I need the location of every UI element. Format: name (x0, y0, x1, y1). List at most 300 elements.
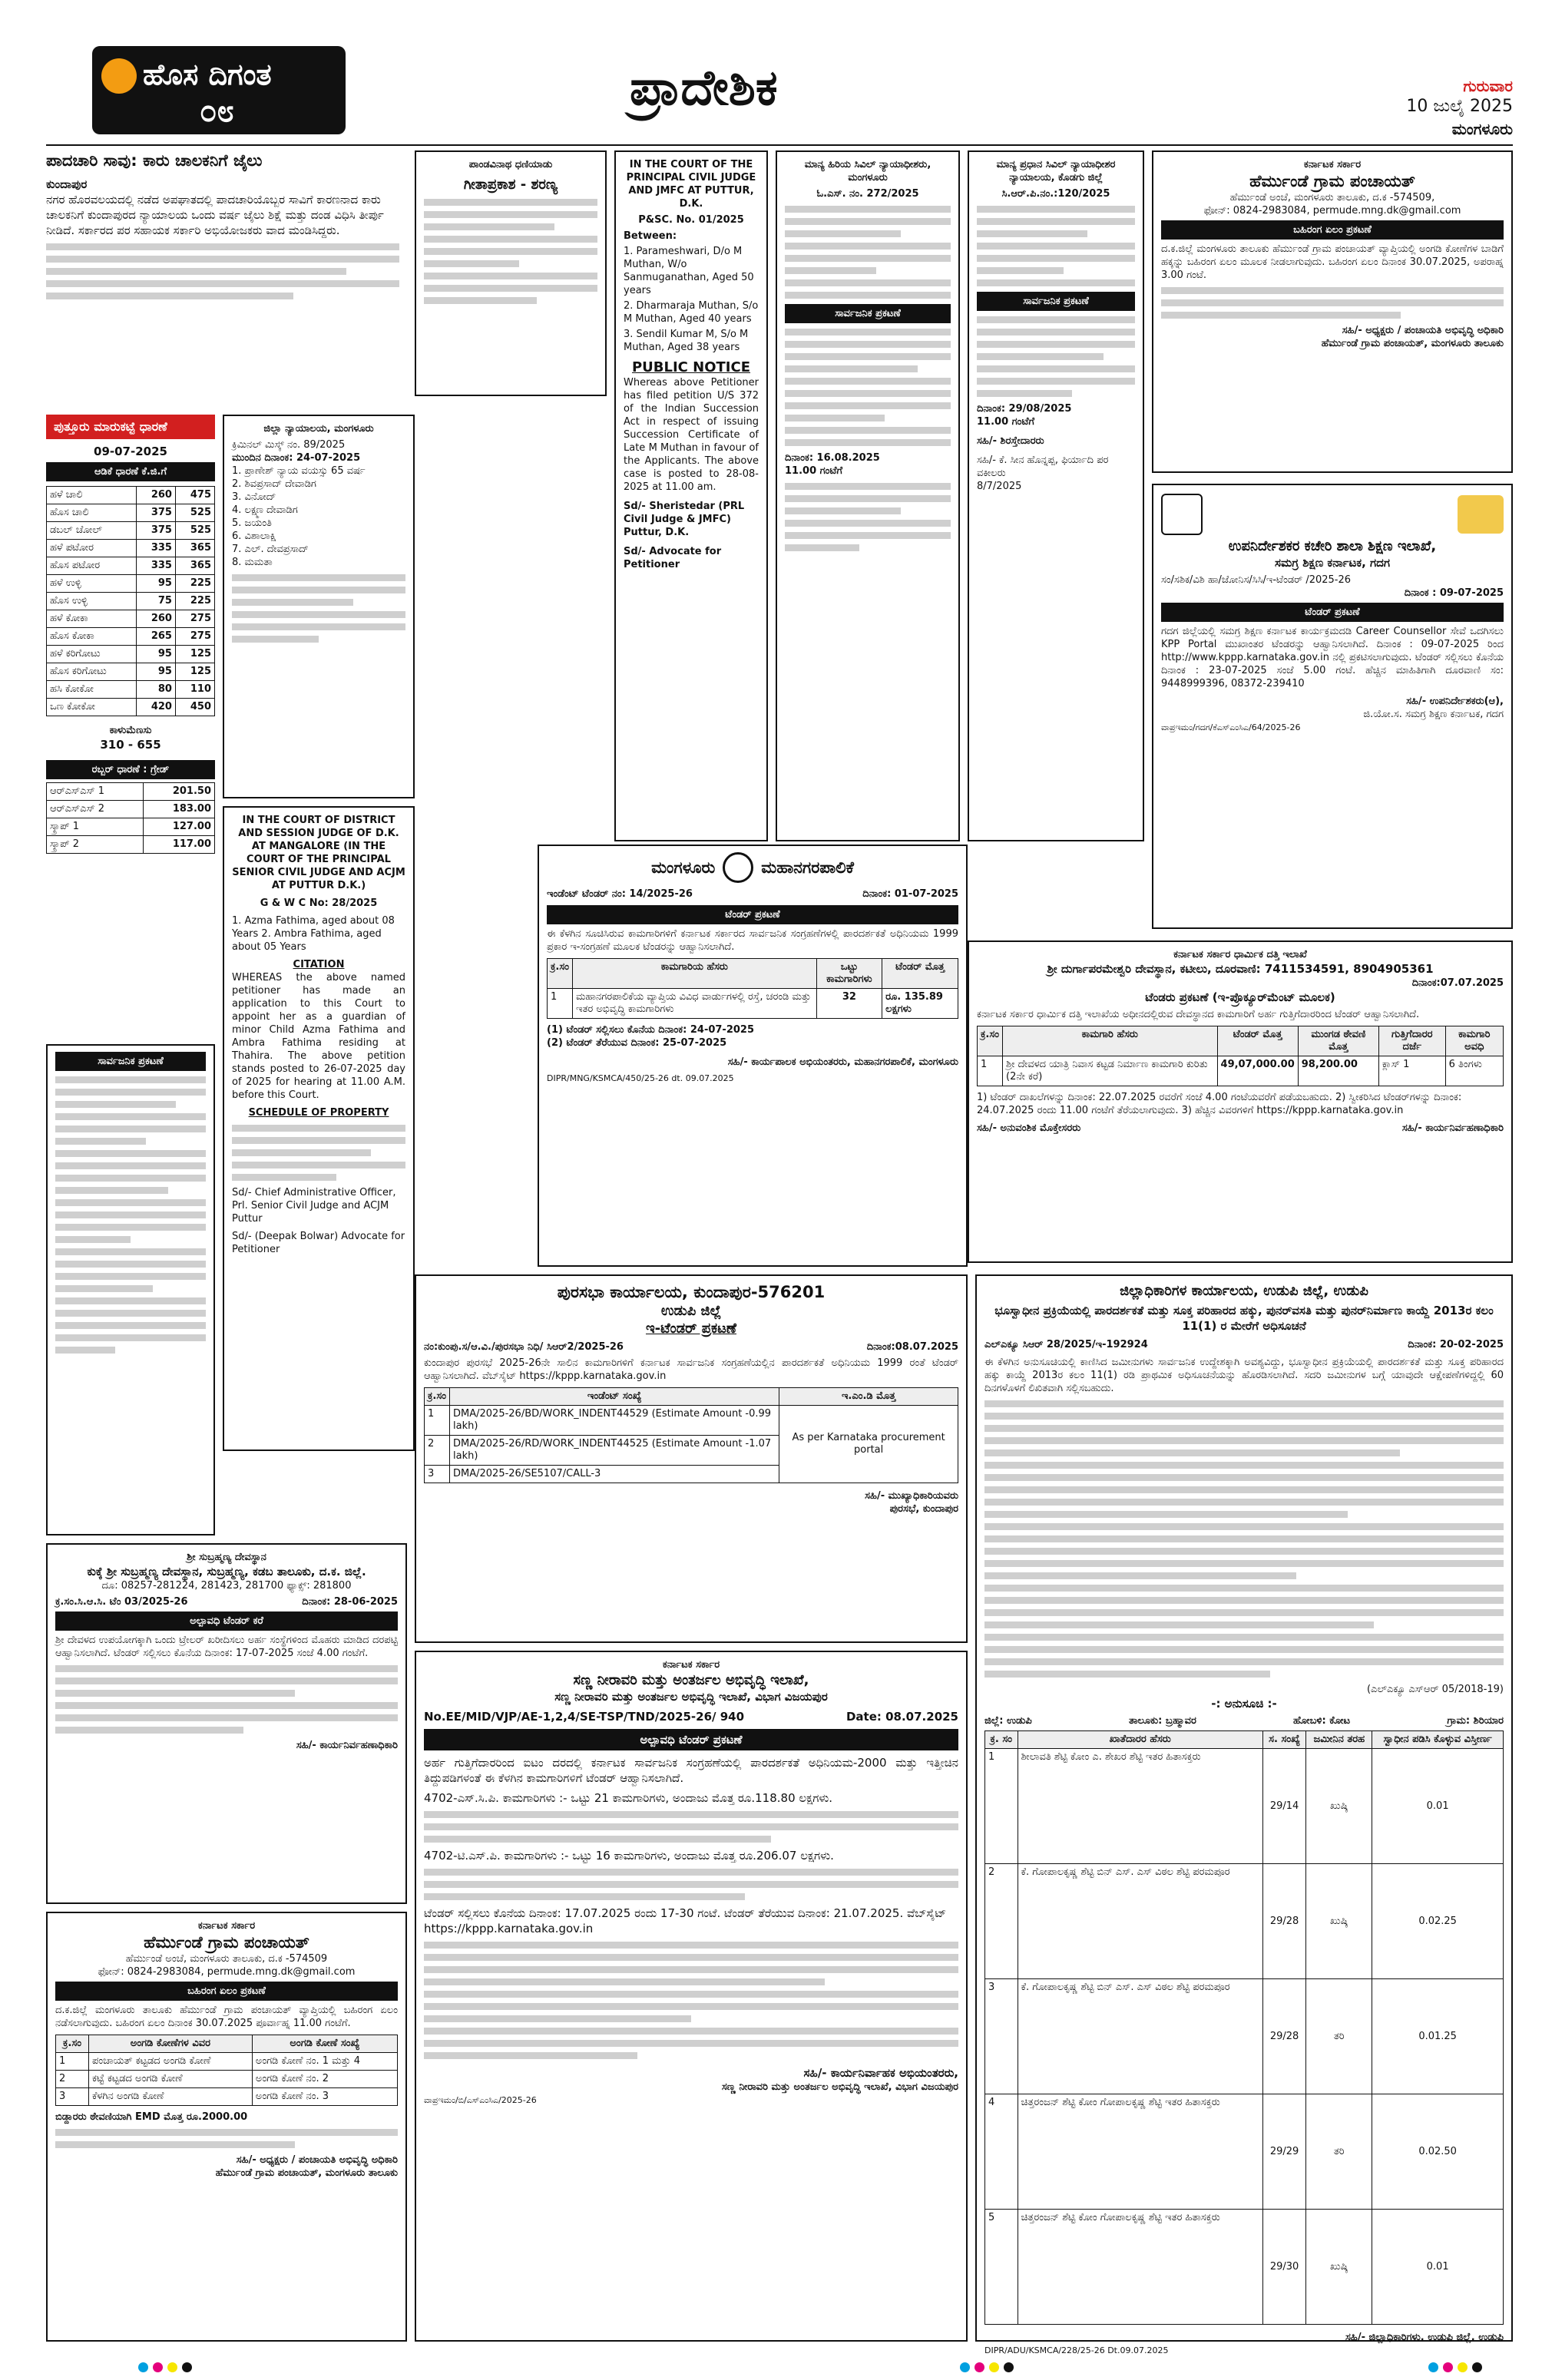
kateel-body: ಕರ್ನಾಟಕ ಸರ್ಕಾರ ಧಾರ್ಮಿಕ ದತ್ತಿ ಇಲಾಖೆಯ ಅಧೀನದಲ್ಲಿರುವ ದೇವಸ್ಥಾನದ ಕಾಮಗಾರಿಗೆ ಅರ್ಹ ಗುತ್ತಿಗೆದಾರರಿಂದ ಟೆಂಡರ್ ಆಹ್ವಾನಿಸಲಾಗಿದೆ. (977, 1009, 1420, 1020)
gp-top-extra (1161, 287, 1504, 319)
kundapura-row-no: 3 (425, 1466, 450, 1483)
market-subtitle: ಆಡಿಕೆ ಧಾರಣೆ ಕೆ.ಜಿ.ಗೆ (46, 462, 215, 481)
rate-low: 80 (136, 681, 175, 699)
logo-text: ಹೊಸ ದಿಗಂತ (143, 58, 272, 91)
gp-row-room: ಅಂಗಡಿ ಕೋಣೆ ನಂ. 3 (252, 2088, 397, 2106)
education-dipr: ವಾಪ್ರಇಮಂ/ಗದಗ/ಕೆಎಸ್‌ಎಂಸಿಎ/64/2025-26 (1161, 722, 1301, 732)
black-dot (182, 2362, 192, 2372)
court-notice-kannada (223, 415, 415, 798)
mcc-th-work: ಕಾಮಗಾರಿಯ ಹೆಸರು (573, 959, 817, 989)
succession-public-notice (614, 150, 768, 841)
mcc-row-count: 32 (816, 989, 882, 1019)
mcc-table (547, 958, 958, 1019)
table-row (47, 783, 215, 801)
table-row (47, 681, 215, 699)
rubber-price: 183.00 (143, 801, 214, 818)
section-title: ಪ್ರಾದೇಶಿಕ (630, 60, 778, 117)
kateel-table (977, 1026, 1504, 1086)
udupi-row-owner: ಶೀಲಾವತಿ ಶೆಟ್ಟಿ ಕೋಂ ಎ. ಶೇಖರ ಶೆಟ್ಟಿ ಇತರ ಹಿತಾಸಕ್ತರು (1018, 1749, 1262, 1864)
irrigation-p3-extra (424, 1869, 958, 1900)
rate-low: 95 (136, 646, 175, 663)
udupi-row-type: ತರಿ (1306, 2094, 1372, 2210)
kundapura-subtitle: ಇ-ಟೆಂಡರ್ ಪ್ರಕಟಣೆ (645, 1321, 737, 1337)
temple-sign: ಸಹಿ/- ಕಾರ್ಯನಿರ್ವಹಣಾಧಿಕಾರಿ (296, 1740, 398, 1751)
udupi-land-notice (975, 1274, 1513, 2355)
temple-tender (46, 1543, 407, 1904)
rate-high: 275 (175, 610, 214, 628)
temple-phone: ದೂ: 08257-281224, 281423, 281700 ಫ್ಯಾಕ್ಸ್: 281800 (101, 1580, 352, 1592)
kundapura-th-indent: ಇಂಡೆಂಟ್ ಸಂಖ್ಯೆ (450, 1388, 779, 1406)
rubber-price: 117.00 (143, 836, 214, 854)
table-row (47, 593, 215, 610)
civil-court-notice (776, 150, 960, 841)
table-row (47, 628, 215, 646)
rate-high: 525 (175, 504, 214, 522)
kateel-row-class: ಕ್ಲಾಸ್ 1 (1378, 1056, 1445, 1086)
kundapura-row-indent: DMA/2025-26/SE5107/CALL-3 (450, 1466, 779, 1483)
mcc-tender (538, 845, 968, 1267)
registration-marks-right (1428, 2362, 1482, 2372)
succession-title: PUBLIC NOTICE (631, 359, 751, 375)
list-item: 3. Sendil Kumar M, S/o M Muthan, Aged 38 years (624, 329, 749, 353)
table-row (47, 610, 215, 628)
succession-case: P&SC. No. 01/2025 (638, 214, 744, 226)
list-item: 2. Dharmaraja Muthan, S/o M Muthan, Aged 40 years (624, 300, 759, 325)
udupi-row-owner: ಕೆ. ಗೋಪಾಲಕೃಷ್ಣ ಶೆಟ್ಟಿ ಬಿನ್ ಎಸ್. ಎಸ್ ವಿಠಲ ಶೆಟ್ಟಿ ಪರಮಪೂರ (1018, 1979, 1262, 2094)
kundapura-th-no: ಕ್ರ.ಸಂ (425, 1388, 450, 1406)
market-date: 09-07-2025 (94, 445, 167, 458)
rubber-price: 201.50 (143, 783, 214, 801)
market-rates (46, 415, 215, 1036)
table-row (985, 2094, 1504, 2210)
succession-court: IN THE COURT OF THE PRINCIPAL CIVIL JUDGE AND JMFC AT PUTTUR, D.K. (626, 159, 756, 210)
gp-extra (55, 2129, 398, 2148)
rate-name: ಹೊಸ ಪಟೋರ (47, 557, 137, 575)
kateel-th-emd: ಮುಂಗಡ ಠೇವಣಿ ಮೊತ್ತ (1298, 1026, 1378, 1056)
rate-low: 335 (136, 557, 175, 575)
rate-high: 365 (175, 540, 214, 557)
table-row (47, 575, 215, 593)
mcc-title: ಮಹಾನಗರಪಾಲಿಕೆ (761, 858, 854, 877)
udupi-meta (984, 1714, 1504, 1727)
magenta-dot (153, 2362, 163, 2372)
gp-auction-top (1152, 150, 1513, 473)
udupi-row-survey: 29/30 (1262, 2210, 1306, 2325)
udupi-row-no: 5 (985, 2210, 1018, 2325)
citation-sign: Sd/- Chief Administrative Officer, Prl. Senior Civil Judge and ACJM Puttur (232, 1187, 396, 1225)
rate-low: 260 (136, 487, 175, 504)
civil-court-time: 11.00 ಗಂಟೆಗೆ (785, 465, 843, 477)
kateel-th-work: ಕಾಮಗಾರಿ ಹೆಸರು (1003, 1026, 1218, 1056)
logo-flame-icon (101, 58, 137, 94)
list-item: 1. ಪ್ರಾಣೇಶ್ ನ್ಯಾಯ ವಯಸ್ಸು 65 ವರ್ಷ (232, 465, 366, 477)
succession-advocate: Sd/- Advocate for Petitioner (624, 546, 722, 570)
rate-name: ಹೊಸ ಕರಿಗೋಟು (47, 663, 137, 681)
mcc-row-no: 1 (548, 989, 573, 1019)
rate-low: 95 (136, 575, 175, 593)
kateel-temple-tender (968, 940, 1513, 1263)
gp-phone: ಫೋನ್: 0824-2983084, permude.mng.dk@gmail.com (98, 1966, 356, 1978)
pepper-value: 310 - 655 (100, 738, 161, 752)
table-row (47, 836, 215, 854)
udupi-title: ಜಿಲ್ಲಾಧಿಕಾರಿಗಳ ಕಾರ್ಯಾಲಯ, ಉಡುಪಿ ಜಿಲ್ಲೆ, ಉಡುಪಿ (1120, 1283, 1368, 1299)
kodagu-time: 11.00 ಗಂಟೆಗೆ (977, 416, 1035, 428)
gp-row-detail: ಪಂಚಾಯತ್ ಕಟ್ಟಡದ ಅಂಗಡಿ ಕೋಣೆ (88, 2053, 252, 2071)
rubber-title: ರಬ್ಬರ್ ಧಾರಣೆ : ಗ್ರೇಡ್ (46, 760, 215, 779)
market-title: ಪುತ್ತೂರು ಮಾರುಕಟ್ಟೆ ಧಾರಣೆ (46, 415, 215, 439)
udupi-sign: ಸಹಿ/- ಜಿಲ್ಲಾಧಿಕಾರಿಗಳು, ಉಡುಪಿ ಜಿಲ್ಲೆ, ಉಡುಪಿ (1345, 2332, 1504, 2343)
rate-name: ಹಳೆ ಚಾಲಿ (47, 487, 137, 504)
issue-date: 10 ಜುಲೈ 2025 (1406, 97, 1513, 116)
gp-auction-bottom (46, 1912, 407, 2342)
udupi-row-type: ಖುಷ್ಕಿ (1306, 2210, 1372, 2325)
education-emblem-icon (1161, 494, 1203, 535)
registration-marks-center (960, 2362, 1014, 2372)
rate-high: 475 (175, 487, 214, 504)
rate-high: 275 (175, 628, 214, 646)
mcc-logo-text: ಮಂಗಳೂರು (651, 858, 716, 877)
udupi-row-area: 0.01 (1372, 2210, 1504, 2325)
yellow-dot (1458, 2362, 1468, 2372)
kundapura-title: ಪುರಸಭಾ ಕಾರ್ಯಾಲಯ, ಕುಂದಾಪುರ-576201 (557, 1283, 826, 1301)
kateel-row-emd: 98,200.00 (1298, 1056, 1378, 1086)
citation-case: G & W C No: 28/2025 (260, 897, 378, 909)
rubber-price: 127.00 (143, 818, 214, 836)
temple-ref: ಕ್ರ.ಸಂ.ಸಿ.ಆ.ಸಿ. ಟೆಂ 03/2025-26 (55, 1596, 188, 1608)
udupi-th-no: ಕ್ರ. ಸಂ (985, 1731, 1018, 1749)
rate-high: 525 (175, 522, 214, 540)
kodagu-court-heading: ಮಾನ್ಯ ಪ್ರಧಾನ ಸಿವಿಲ್ ನ್ಯಾಯಾಧೀಶರ ನ್ಯಾಯಾಲಯ, ಕೊಡಗು ಜಿಲ್ಲೆ (996, 159, 1116, 183)
civil-court-body (785, 329, 951, 446)
kundapura-body: ಕುಂದಾಪುರ ಪುರಸಭೆ 2025-26ನೇ ಸಾಲಿನ ಕಾಮಗಾರಿಗಳಿಗೆ ಕರ್ನಾಟಕ ಸಾರ್ವಜನಿಕ ಸಂಗ್ರಹಣೆಯಲ್ಲಿನ ಪಾರದರ್ಶಕತೆ ಅಧಿನಿಯಮ 1999 ರಂತೆ ಟೆಂಡರ್ ಆಹ್ವಾನಿಸಲಾಗಿದೆ. ವೆಬ್‌ಸೈಟ್ https://kppp.karnataka.gov.in (424, 1357, 958, 1382)
education-sign2: ಜಿ.ಯೋ.ಸ. ಸಮಗ್ರ ಶಿಕ್ಷಣ ಕರ್ನಾಟಕ, ಗದಗ (1363, 709, 1504, 720)
udupi-row-owner: ಕೆ. ಗೋಪಾಲಕೃಷ್ಣ ಶೆಟ್ಟಿ ಬಿನ್ ಎಸ್. ಎಸ್ ವಿಠಲ ಶೆಟ್ಟಿ ಪರಮಪೂರ (1018, 1864, 1262, 1979)
kateel-row-period: 6 ತಿಂಗಳು (1445, 1056, 1503, 1086)
irrigation-p1: ಅರ್ಹ ಗುತ್ತಿಗೆದಾರರಿಂದ ಐಟಂ ದರದಲ್ಲಿ ಕರ್ನಾಟಕ ಸಾರ್ವಜನಿಕ ಸಂಗ್ರಹಣೆಯಲ್ಲಿ ಪಾರದರ್ಶಕತೆ ಅಧಿನಿಯಮ-2000 ಮತ್ತು ಇತ್ತೀಚಿನ ತಿದ್ದುಪಡಿಗಳಂತೆ ಈ ಕೆಳಗಿನ ಕಾಮಗಾರಿಗಳಿಗೆ ಟೆಂಡರ್ ಆಹ್ವಾನಿಸಲಾಗಿದೆ. (424, 1756, 958, 1785)
udupi-row-no: 1 (985, 1749, 1018, 1864)
areca-rate-table (46, 486, 215, 716)
list-item: 5. ಜಯಂತಿ (232, 517, 272, 529)
list-item: 2. ಶಿವಪ್ರಸಾದ್ ದೇವಾಡಿಗ (232, 478, 316, 490)
temple-bar: ಅಲ್ಪಾವಧಿ ಟೆಂಡರ್ ಕರೆ (55, 1611, 398, 1631)
kateel-th-no: ಕ್ರ.ಸಂ (978, 1026, 1003, 1056)
gp-top-body: ದ.ಕ.ಜಿಲ್ಲೆ ಮಂಗಳೂರು ತಾಲೂಕು ಹೆರ್ಮುಂಡೆ ಗ್ರಾಮ ಪಂಚಾಯತ್ ವ್ಯಾಪ್ತಿಯಲ್ಲಿ ಅಂಗಡಿ ಕೋಣೆಗಳ ಬಾಡಿಗೆ ಹಕ್ಕನ್ನು ಬಹಿರಂಗ ಏಲಂ ಮೂಲಕ ನೀಡಲಾಗುವುದು. ಬಹಿರಂಗ ಏಲಂ ದಿನಾಂಕ 30.07.2025, ಅಪರಾಹ್ನ 3.00 ಗಂಟೆ. (1161, 243, 1504, 281)
kateel-th-amount: ಟೆಂಡರ್ ಮೊತ್ತ (1217, 1026, 1298, 1056)
citation-title: CITATION (293, 959, 345, 970)
kodagu-case: ಸಿ.ಆರ್.ಪಿ.ನಂ.:120/2025 (1001, 188, 1110, 200)
rate-low: 420 (136, 699, 175, 716)
list-item: 3. ವಿನೋದ್ (232, 491, 276, 503)
rate-name: ಹಳೆ ಕರಿಗೋಟು (47, 646, 137, 663)
gp-title: ಹೆರ್ಮುಂಡೆ ಗ್ರಾಮ ಪಂಚಾಯತ್ (144, 1933, 309, 1952)
kateel-title: ಶ್ರೀ ದುರ್ಗಾಪರಮೇಶ್ವರಿ ದೇವಸ್ಥಾನ, ಕಟೀಲು, ದೂರವಾಣಿ: 7411534591, 8904905361 (1047, 962, 1434, 976)
kundapura-sign2: ಪುರಸಭೆ, ಕುಂದಾಪುರ (889, 1503, 958, 1515)
kundapura-row-indent: DMA/2025-26/RD/WORK_INDENT44525 (Estimate Amount -1.07 lakh) (450, 1436, 779, 1466)
kateel-sign2: ಸಹಿ/- ಕಾರ್ಯನಿರ್ವಹಣಾಧಿಕಾರಿ (1401, 1122, 1504, 1134)
education-logo-strip (1161, 491, 1504, 537)
udupi-body-extra (984, 1400, 1504, 1678)
kateel-subtitle: ಟೆಂಡರು ಪ್ರಕಟಣೆ (ಇ-ಪ್ರೊಕ್ಯೂರ್‌ಮೆಂಟ್ ಮೂಲಕ) (1145, 990, 1335, 1004)
udupi-row-type: ಖುಷ್ಕಿ (1306, 1749, 1372, 1864)
lead-headline: ಪಾದಚಾರಿ ಸಾವು: ಕಾರು ಚಾಲಕನಿಗೆ ಜೈಲು (46, 151, 263, 170)
udupi-sub: ಭೂಸ್ವಾಧೀನ ಪ್ರಕ್ರಿಯೆಯಲ್ಲಿ ಪಾರದರ್ಶಕತೆ ಮತ್ತು ಸೂಕ್ತ ಪರಿಹಾರದ ಹಕ್ಕು, ಪುನರ್‌ವಸತಿ ಮತ್ತು ಪುನರ್‌ನಿರ್ಮಾಣ ಕಾಯ್ದೆ 2013ರ ಕಲಂ 11(1) ರ ಮೇರೆಗೆ ಅಧಿಸೂಚನೆ (994, 1304, 1494, 1333)
udupi-th-survey: ಸ. ಸಂಖ್ಯೆ (1262, 1731, 1306, 1749)
kateel-date: ದಿನಾಂಕ:07.07.2025 (1411, 977, 1504, 989)
irrigation-p2: 4702-ಎಸ್.ಸಿ.ಪಿ. ಕಾಮಗಾರಿಗಳು :- ಒಟ್ಟು 21 ಕಾಮಗಾರಿಗಳು, ಅಂದಾಜು ಮೊತ್ತ ರೂ.118.80 ಲಕ್ಷಗಳು. (424, 1791, 833, 1805)
temple-body-extra (55, 1665, 398, 1734)
table-row (47, 801, 215, 818)
public-notice-small (46, 1044, 215, 1535)
udupi-row-survey: 29/14 (1262, 1749, 1306, 1864)
table-row (47, 540, 215, 557)
udupi-body: ಈ ಕೆಳಗಿನ ಅನುಸೂಚಿಯಲ್ಲಿ ಕಾಣಿಸಿದ ಜಮೀನುಗಳು ಸಾರ್ವಜನಿಕ ಉದ್ದೇಶಕ್ಕಾಗಿ ಅವಶ್ಯವಿದ್ದು, ಭೂಸ್ವಾಧೀನ ಪ್ರಕ್ರಿಯೆಯಲ್ಲಿ ಪಾರದರ್ಶಕತೆ ಮತ್ತು ಸೂಕ್ತ ಪರಿಹಾರದ ಹಕ್ಕು ಕಾಯ್ದೆ 2013ರ ಕಲಂ 11(1) ರಡಿ ಪ್ರಾಥಮಿಕ ಅಧಿಸೂಚನೆಯನ್ನು ಹೊರಡಿಸಲಾಗಿದೆ. ಸದರಿ ಜಮೀನುಗಳ ಬಗ್ಗೆ ಯಾವುದೇ ಆಕ್ಷೇಪಣೆಗಳಿದ್ದಲ್ಲಿ 60 ದಿನಗಳೊಳಗೆ ಲಿಖಿತವಾಗಿ ಸಲ್ಲಿಸಬಹುದು. (984, 1357, 1504, 1394)
mcc-date: ದಿನಾಂಕ: 01-07-2025 (862, 888, 958, 900)
kundapura-date: ದಿನಾಂಕ:08.07.2025 (866, 1341, 958, 1353)
kateel-row-amount: 49,07,000.00 (1217, 1056, 1298, 1086)
lead-story (46, 150, 399, 404)
rubber-rate-table (46, 782, 215, 854)
rate-name: ಹಳೆ ಕೋಕಾ (47, 610, 137, 628)
list-item: 1. Parameshwari, D/o M Muthan, W/o Sanmuganathan, Aged 50 years (624, 246, 754, 296)
table-row (47, 487, 215, 504)
udupi-meta-item: ತಾಲೂಕು: ಬ್ರಹ್ಮಾವರ (1128, 1715, 1196, 1727)
gp-row-room: ಅಂಗಡಿ ಕೋಣೆ ನಂ. 2 (252, 2071, 397, 2088)
gp-th-room: ಅಂಗಡಿ ಕೋಣೆ ಸಂಖ್ಯೆ (252, 2035, 397, 2053)
pepper-label: ಕಾಳುಮೆಣಸು (109, 725, 152, 736)
table-row (47, 522, 215, 540)
mcc-th-count: ಒಟ್ಟು ಕಾಮಗಾರಿಗಳು (816, 959, 882, 989)
education-ref: ಸಂ/ಸಶಿಕ/ವಿಶಿ ಹಾ/ಜೋನಿಸ/ಸಿಸಿ/ಇ-ಟೆಂಡರ್ /2025-26 (1161, 574, 1352, 586)
masthead-rule (46, 144, 1513, 146)
rate-low: 335 (136, 540, 175, 557)
udupi-row-survey: 29/28 (1262, 1979, 1306, 2094)
rate-high: 125 (175, 646, 214, 663)
rate-name: ಒಣ ಕೋಕೋ (47, 699, 137, 716)
udupi-row-no: 3 (985, 1979, 1018, 2094)
udupi-table (984, 1730, 1504, 2325)
list-item: 8. ಮಮತಾ (232, 557, 273, 568)
rate-name: ಹಳೆ ಉಳ್ಳಿ (47, 575, 137, 593)
gp-top-sign2: ಹೆರ್ಮುಂಡೆ ಗ್ರಾಮ ಪಂಚಾಯತ್, ಮಂಗಳೂರು ತಾಲೂಕು (1321, 338, 1504, 349)
irrigation-p4-extra (424, 1942, 958, 2059)
udupi-row-survey: 29/28 (1262, 1864, 1306, 1979)
masthead (0, 0, 1542, 154)
gp-top-bar: ಬಹಿರಂಗ ಏಲಂ ಪ್ರಕಟಣೆ (1161, 220, 1504, 240)
magenta-dot (1443, 2362, 1453, 2372)
kodagu-court-notice (968, 150, 1144, 841)
rate-name: ಹೊಸ ಚಾಲಿ (47, 504, 137, 522)
udupi-row-area: 0.01 (1372, 1749, 1504, 1864)
rubber-grade: ಆರ್‌ಎಸ್‌ಎಸ್ 2 (47, 801, 144, 818)
gp-row-no: 1 (56, 2053, 89, 2071)
succession-parties (624, 245, 759, 354)
rubber-grade: ಆರ್‌ಎಸ್‌ಎಸ್ 1 (47, 783, 144, 801)
temple-body: ಶ್ರೀ ದೇವಳದ ಉಪಯೋಗಕ್ಕಾಗಿ ಒಂದು ಟ್ರೇಲರ್ ಖರೀದಿಸಲು ಅರ್ಹ ಸಂಸ್ಥೆಗಳಿಂದ ಮೊಹರು ಮಾಡಿದ ದರಪಟ್ಟಿ ಆಹ್ವಾನಿಸಲಾಗಿದೆ. ಟೆಂಡರ್ ಸಲ್ಲಿಸಲು ಕೊನೆಯ ದಿನಾಂಕ: 17-07-2025 ಸಂಜೆ 4.00 ಗಂಟೆಗೆ. (55, 1635, 398, 1659)
kundapura-row-no: 2 (425, 1436, 450, 1466)
issue-day: ಗುರುವಾರ (1463, 77, 1513, 95)
table-row (548, 989, 958, 1019)
court1-heading: ಜಿಲ್ಲಾ ನ್ಯಾಯಾಲಯ, ಮಂಗಳೂರು (263, 423, 374, 435)
education-sub: ಸಮಗ್ರ ಶಿಕ್ಷಣ ಕರ್ನಾಟಕ, ಗದಗ (1275, 556, 1390, 570)
udupi-th-owner: ಖಾತೆದಾರರ ಹೆಸರು (1018, 1731, 1262, 1749)
gp-body: ದ.ಕ.ಜಿಲ್ಲೆ ಮಂಗಳೂರು ತಾಲೂಕು ಹೆರ್ಮುಂಡೆ ಗ್ರಾಮ ಪಂಚಾಯತ್ ವ್ಯಾಪ್ತಿಯಲ್ಲಿ ಬಹಿರಂಗ ಏಲಂ ನಡೆಸಲಾಗುವುದು. ಬಹಿರಂಗ ಏಲಂ ದಿನಾಂಕ 30.07.2025 ಪೂರ್ವಾಹ್ನ 11.00 ಗಂಟೆಗೆ. (55, 2005, 398, 2029)
gp-sign2: ಹೆರ್ಮುಂಡೆ ಗ್ರಾಮ ಪಂಚಾಯತ್, ಮಂಗಳೂರು ತಾಲೂಕು (215, 2167, 398, 2179)
lead-dateline: ಕುಂದಾಪುರ (46, 177, 88, 191)
kundapura-row-emd: As per Karnataka procurement portal (779, 1406, 958, 1483)
kateel-row-no: 1 (978, 1056, 1003, 1086)
gp-bar: ಬಹಿರಂಗ ಏಲಂ ಪ್ರಕಟಣೆ (55, 1982, 398, 2001)
gp-row-detail: ಕೆಳಗಿನ ಅಂಗಡಿ ಕೋಣೆ (88, 2088, 252, 2106)
mcc-dipr: DIPR/MNG/KSMCA/450/25-26 dt. 09.07.2025 (547, 1073, 734, 1083)
gp-row-no: 3 (56, 2088, 89, 2106)
table-row (47, 663, 215, 681)
kundapura-district: ಉಡುಪಿ ಜಿಲ್ಲೆ (660, 1303, 722, 1319)
table-row (985, 2210, 1504, 2325)
gp-table (55, 2035, 398, 2106)
mcc-emblem-icon (723, 852, 753, 883)
masthead-logo-block (92, 46, 346, 134)
kateel-row-desc: ಶ್ರೀ ದೇವಳದ ಯಾತ್ರಿ ನಿವಾಸ ಕಟ್ಟಡ ನಿರ್ಮಾಣ ಕಾಮಗಾರಿ ಕುರಿತು (2ನೇ ಕರೆ) (1003, 1056, 1218, 1086)
udupi-row-type: ತರಿ (1306, 1979, 1372, 2094)
rate-high: 125 (175, 663, 214, 681)
rate-low: 95 (136, 663, 175, 681)
gp-th-detail: ಅಂಗಡಿ ಕೋಣೆಗಳ ವಿವರ (88, 2035, 252, 2053)
rate-low: 375 (136, 504, 175, 522)
irrigation-gov: ಕರ್ನಾಟಕ ಸರ್ಕಾರ (662, 1659, 720, 1671)
kundapura-row-no: 1 (425, 1406, 450, 1436)
marriage-body (424, 199, 597, 304)
udupi-ref: ಎಲ್‌ಎಕ್ಯೂ ಸಿಆರ್ 28/2025/ಇ-192924 (984, 1339, 1148, 1350)
kodagu-footer-date: 8/7/2025 (977, 481, 1022, 492)
citation-schedule: SCHEDULE OF PROPERTY (248, 1107, 389, 1119)
irrigation-date: Date: 08.07.2025 (845, 1710, 958, 1724)
udupi-row-no: 2 (985, 1864, 1018, 1979)
succession-sign: Sd/- Sheristedar (PRL Civil Judge & JMFC) Puttur, D.K. (624, 501, 745, 538)
court1-date: ಮುಂದಿನ ದಿನಾಂಕ: 24-07-2025 (232, 452, 361, 464)
cyan-dot (1428, 2362, 1438, 2372)
succession-between: Between: (624, 230, 677, 242)
table-row (985, 1864, 1504, 1979)
kodagu-sign: ಸಹಿ/- ಶಿರಸ್ತೇದಾರರು (977, 435, 1044, 447)
udupi-row-area: 0.02.25 (1372, 1864, 1504, 1979)
temple-date: ದಿನಾಂಕ: 28-06-2025 (302, 1596, 398, 1608)
irrigation-p4: ಟೆಂಡರ್ ಸಲ್ಲಿಸಲು ಕೊನೆಯ ದಿನಾಂಕ: 17.07.2025 ರಂದು 17-30 ಗಂಟೆ. ಟೆಂಡರ್ ತೆರೆಯುವ ದಿನಾಂಕ: 21.07.2025. ವೆಬ್‌ಸೈಟ್ https://kppp.karnataka.gov.in (424, 1906, 947, 1935)
citation-schedule-body (232, 1125, 405, 1181)
marriage-notice (415, 150, 607, 396)
irrigation-sub: ಸಣ್ಣ ನೀರಾವರಿ ಮತ್ತು ಅಂತರ್ಜಲ ಅಭಿವೃದ್ಧಿ ಇಲಾಖೆ, ವಿಭಾಗ ವಿಜಯಪುರ (554, 1690, 828, 1704)
education-title: ಉಪನಿರ್ದೇಶಕರ ಕಚೇರಿ ಶಾಲಾ ಶಿಕ್ಷಣ ಇಲಾಖೆ, (1228, 538, 1437, 554)
udupi-row-type: ಖುಷ್ಕಿ (1306, 1864, 1372, 1979)
mcc-sign: ಸಹಿ/- ಕಾರ್ಯಪಾಲಕ ಅಭಿಯಂತರರು, ಮಹಾನಗರಪಾಲಿಕೆ, ಮಂಗಳೂರು (727, 1056, 958, 1068)
registration-marks-left (138, 2362, 192, 2372)
citation-petitioners: 1. Azma Fathima, aged about 08 Years 2. Ambra Fathima, aged about 05 Years (232, 915, 395, 953)
list-item: 4. ಲಕ್ಷ್ಮಣ ದೇವಾಡಿಗ (232, 504, 298, 516)
table-row (47, 818, 215, 836)
kundapura-table (424, 1387, 958, 1483)
rate-low: 265 (136, 628, 175, 646)
rate-low: 375 (136, 522, 175, 540)
table-row (56, 2088, 398, 2106)
gp-address: ಹೆರ್ಮುಂಡೆ ಅಂಚೆ, ಮಂಗಳೂರು ತಾಲೂಕು, ದ.ಕ -574509 (125, 1953, 328, 1965)
rate-name: ಹೊಸ ಉಳ್ಳಿ (47, 593, 137, 610)
udupi-meta-item: ಗ್ರಾಮ: ಶಿರಿಯಾರ (1447, 1715, 1504, 1727)
kodagu-bar: ಸಾರ್ವಜನಿಕ ಪ್ರಕಟಣೆ (977, 292, 1135, 311)
education-body: ಗದಗ ಜಿಲ್ಲೆಯಲ್ಲಿ ಸಮಗ್ರ ಶಿಕ್ಷಣ ಕರ್ನಾಟಕ ಕಾರ್ಯಕ್ರಮದಡಿ Career Counsellor ಸೇವೆ ಒದಗಿಸಲು KPP Portal ಮುಖಾಂತರ ಟೆಂಡರನ್ನು ಆಹ್ವಾನಿಸಲಾಗಿದೆ. ದಿನಾಂಕ : 09-07-2025 ರಿಂದ http://www.kppp.karnataka.gov.in ನಲ್ಲಿ ಪ್ರಕಟಿಸಲಾಗುವುದು. ಟೆಂಡರ್ ಸಲ್ಲಿಸಲು ಕೊನೆಯ ದಿನಾಂಕ : 23-07-2025 ಸಂಜೆ 5.00 ಗಂಟೆ. ಹೆಚ್ಚಿನ ಮಾಹಿತಿಗಾಗಿ ದೂರವಾಣಿ ಸಂ: 9448999396, 08372-239410 (1161, 626, 1504, 689)
mcc-body: ಈ ಕೆಳಗಿನ ಸೂಚಿಸಿರುವ ಕಾಮಗಾರಿಗಳಿಗೆ ಕರ್ನಾಟಕ ಸರ್ಕಾರದ ಸಾರ್ವಜನಿಕ ಸಂಗ್ರಹಣೆಗಳಲ್ಲಿ ಪಾರದರ್ಶಕತೆ ಅಧಿನಿಯಮ 1999 ಪ್ರಕಾರ ಇ-ಸಂಗ್ರಹಣೆ ಮೂಲಕ ಟೆಂಡರನ್ನು ಆಹ್ವಾನಿಸಲಾಗಿದೆ. (547, 928, 958, 953)
table-row (978, 1056, 1504, 1086)
table-row (56, 2071, 398, 2088)
civil-court-date: ದಿನಾಂಕ: 16.08.2025 (785, 452, 880, 464)
udupi-row-survey: 29/29 (1262, 2094, 1306, 2210)
list-item: 7. ಎಲ್. ದೇವಪ್ರಸಾದ್ (232, 544, 309, 555)
civil-court-tail (785, 483, 951, 551)
rate-high: 225 (175, 575, 214, 593)
rate-high: 365 (175, 557, 214, 575)
marriage-caption: ಪಾಂಡವಿನಾಥ ಧಣಿಯಾಡು (468, 159, 553, 170)
magenta-dot (975, 2362, 984, 2372)
rate-name: ಡಬಲ್ ಚೋಲ್ (47, 522, 137, 540)
citation-court-heading: IN THE COURT OF DISTRICT AND SESSION JUDGE OF D.K. AT MANGALORE (IN THE COURT OF THE PRINCIPAL SENIOR CIVIL JUDGE AND ACJM AT PUTTUR D.K.) (232, 815, 405, 891)
kateel-th-period: ಕಾಮಗಾರಿ ಅವಧಿ (1445, 1026, 1503, 1056)
udupi-order: (ಎಲ್‌ಎಕ್ಯೂ ಎಸ್‌ಆರ್ 05/2018-19) (1366, 1684, 1504, 1695)
civil-court-bar: ಸಾರ್ವಜನಿಕ ಪ್ರಕಟಣೆ (785, 304, 951, 323)
list-item: 6. ವಿಶಾಲಾಕ್ಷಿ (232, 531, 276, 542)
civil-court-heading: ಮಾನ್ಯ ಹಿರಿಯ ಸಿವಿಲ್ ನ್ಯಾಯಾಧೀಶರು, ಮಂಗಳೂರು (804, 159, 931, 183)
kateel-notes: 1) ಟೆಂಡರ್ ದಾಖಲೆಗಳನ್ನು ದಿನಾಂಕ: 22.07.2025 ರವರೆಗೆ ಸಂಜೆ 4.00 ಗಂಟೆಯವರೆಗೆ ಪಡೆಯಬಹುದು. 2) ಸ್ವೀಕರಿಸಿದ ಟೆಂಡರ್‌ಗಳನ್ನು ದಿನಾಂಕ: 24.07.2025 ರಂದು 11.00 ಗಂಟೆಗೆ ತೆರೆಯಲಾಗುವುದು. 3) ಹೆಚ್ಚಿನ ವಿವರಗಳಿಗೆ https://kppp.karnataka.gov.in (977, 1092, 1462, 1116)
rate-low: 260 (136, 610, 175, 628)
irrigation-bar: ಅಲ್ಪಾವಧಿ ಟೆಂಡರ್ ಪ್ರಕಟಣೆ (424, 1729, 958, 1750)
kodagu-adv: ಸಹಿ/- ಕೆ. ಸೀನ ಹೊನ್ನಪ್ಪ, ಫಿರ್ಯಾದಿ ಪರ ವಕೀಲರು (977, 455, 1109, 479)
education-samagra-icon (1458, 495, 1504, 534)
court1-items (232, 464, 405, 569)
udupi-date: ದಿನಾಂಕ: 20-02-2025 (1408, 1339, 1504, 1350)
table-row (425, 1406, 958, 1436)
irrigation-title: ಸಣ್ಣ ನೀರಾವರಿ ಮತ್ತು ಅಂತರ್ಜಲ ಅಭಿವೃದ್ಧಿ ಇಲಾಖೆ, (573, 1672, 809, 1688)
rate-low: 75 (136, 593, 175, 610)
public-notice-small-body (55, 1076, 206, 1354)
education-bar: ಟೆಂಡರ್ ಪ್ರಕಟಣೆ (1161, 603, 1504, 622)
gp-th-no: ಕ್ರ.ಸಂ (56, 2035, 89, 2053)
udupi-meta-item: ಹೋಬಳಿ: ಕೋಟ (1293, 1715, 1351, 1727)
udupi-th-type: ಜಮೀನಿನ ತರಹ (1306, 1731, 1372, 1749)
mcc-th-amount: ಟೆಂಡರ್ ಮೊತ್ತ (882, 959, 958, 989)
cyan-dot (138, 2362, 148, 2372)
irrigation-p2-extra (424, 1811, 958, 1843)
yellow-dot (989, 2362, 999, 2372)
rubber-grade: ಸ್ಕ್ರಾಪ್ 2 (47, 836, 144, 854)
court1-filler (232, 574, 405, 643)
gp-top-phone: ಫೋನ್: 0824-2983084, permude.mng.dk@gmail.com (1203, 205, 1461, 217)
civil-court-parties (785, 206, 951, 299)
mcc-row-desc: ಮಹಾನಗರಪಾಲಿಕೆಯ ವ್ಯಾಪ್ತಿಯ ವಿವಿಧ ವಾರ್ಡುಗಳಲ್ಲಿ ರಸ್ತೆ, ಚರಂಡಿ ಮತ್ತು ಇತರ ಅಭಿವೃದ್ಧಿ ಕಾಮಗಾರಿಗಳು (573, 989, 817, 1019)
irrigation-p3: 4702-ಟಿ.ಎಸ್.ಪಿ. ಕಾಮಗಾರಿಗಳು :- ಒಟ್ಟು 16 ಕಾಮಗಾರಿಗಳು, ಅಂದಾಜು ಮೊತ್ತ ರೂ.206.07 ಲಕ್ಷಗಳು. (424, 1849, 834, 1863)
temple-title: ಕುಕ್ಕೆ ಶ್ರೀ ಸುಬ್ರಹ್ಮಣ್ಯ ದೇವಸ್ಥಾನ, ಸುಬ್ರಹ್ಮಣ್ಯ, ಕಡಬ ತಾಲೂಕು, ದ.ಕ. ಜಿಲ್ಲೆ. (87, 1565, 366, 1578)
irrigation-sign2: ಸಣ್ಣ ನೀರಾವರಿ ಮತ್ತು ಅಂತರ್ಜಲ ಅಭಿವೃದ್ಧಿ ಇಲಾಖೆ, ವಿಭಾಗ ವಿಜಯಪುರ (721, 2081, 958, 2093)
udupi-row-area: 0.01.25 (1372, 1979, 1504, 2094)
mcc-row-amount: ರೂ. 135.89 ಲಕ್ಷಗಳು (882, 989, 958, 1019)
kundapura-sign: ಸಹಿ/- ಮುಖ್ಯಾಧಿಕಾರಿಯವರು (865, 1490, 958, 1502)
rate-high: 110 (175, 681, 214, 699)
cyan-dot (960, 2362, 970, 2372)
udupi-schedule: -: ಅನುಸೂಚಿ :- (1211, 1697, 1277, 1711)
table-row (47, 699, 215, 716)
mcc-ref: ಇಂಡೆಂಟ್ ಟೆಂಡರ್ ನಂ: 14/2025-26 (547, 888, 693, 900)
udupi-dipr: DIPR/ADU/KSMCA/228/25-26 Dt.09.07.2025 (984, 2345, 1169, 2355)
issue-city: ಮಂಗಳೂರು (1451, 120, 1513, 138)
mcc-bar: ಟೆಂಡರ್ ಪ್ರಕಟಣೆ (547, 905, 958, 924)
court1-case: ಕ್ರಿಮಿನಲ್ ಮಿಸ್ಕ್ ನಂ. 89/2025 (232, 439, 346, 451)
lead-body: ನಗರ ಹೊರವಲಯದಲ್ಲಿ ನಡೆದ ಅಪಘಾತದಲ್ಲಿ ಪಾದಚಾರಿಯೊಬ್ಬರ ಸಾವಿಗೆ ಕಾರಣನಾದ ಕಾರು ಚಾಲಕನಿಗೆ ಕುಂದಾಪುರದ ನ್ಯಾಯಾಲಯ ಒಂದು ವರ್ಷ ಜೈಲು ಶಿಕ್ಷೆ ಮತ್ತು ದಂಡ ವಿಧಿಸಿ ತೀರ್ಪು ನೀಡಿದೆ. ಸರ್ಕಾರದ ಪರ ಸಹಾಯಕ ಸರ್ಕಾರಿ ಅಭಿಯೋಜಕರು ವಾದ ಮಂಡಿಸಿದ್ದರು. (46, 193, 384, 237)
